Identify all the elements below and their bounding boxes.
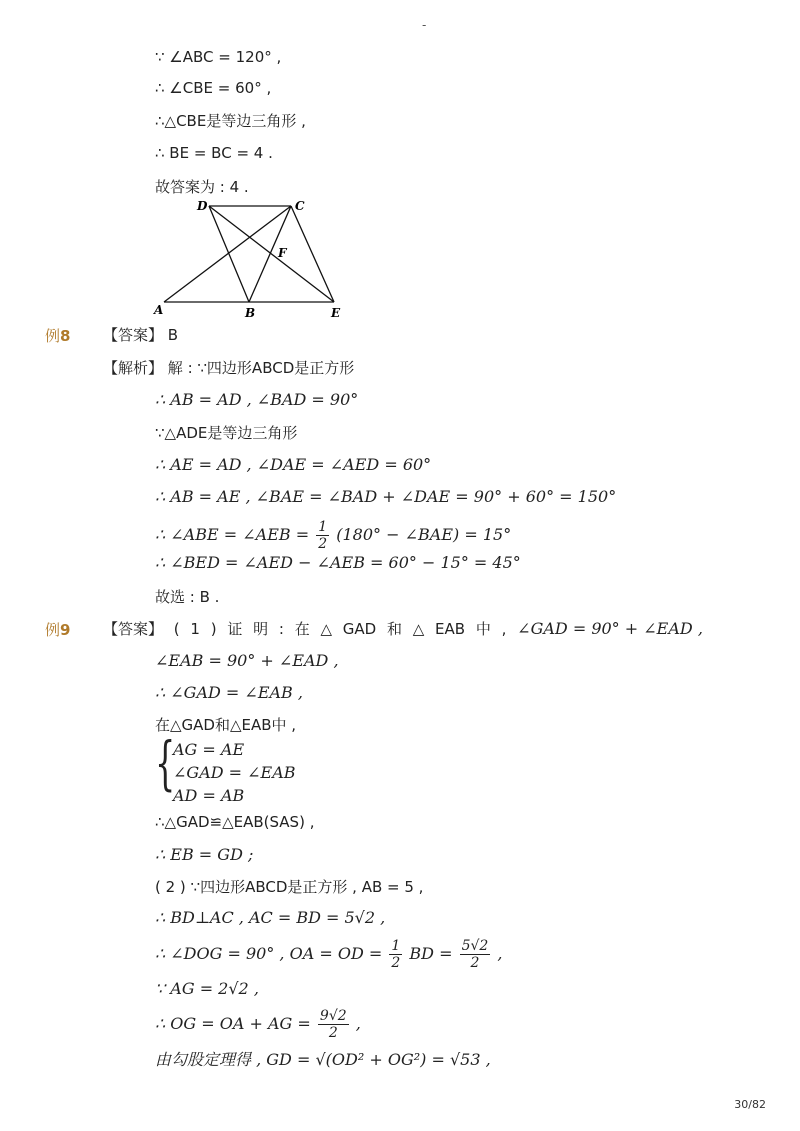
analysis-step: ∴ AB = AD , ∠BAD = 90° — [155, 390, 359, 409]
fraction-numerator: 9√2 — [319, 1008, 347, 1024]
answer-line — [103, 325, 178, 345]
proof-step: ∠EAB = 90° + ∠EAD , — [155, 651, 339, 670]
fraction-denominator: 2 — [328, 1025, 338, 1041]
proof-step: ∴ BD⊥AC , AC = BD = 5√2 , — [155, 908, 386, 927]
example-word: 例 — [45, 621, 61, 639]
answer-tag: 【答案】 — [103, 326, 164, 344]
fraction — [460, 938, 491, 971]
solution-line: ∴ BE = BC = 4 . — [155, 144, 273, 162]
analysis-step — [155, 517, 511, 553]
answer-value: B — [167, 326, 179, 344]
proof-intro: ( 1 ) 证 明 : 在 △ GAD 和 △ EAB 中 , — [173, 620, 507, 638]
point-label-e: E — [331, 306, 341, 320]
example-word: 例 — [45, 327, 61, 345]
analysis-step: ∴ AE = AD , ∠DAE = ∠AED = 60° — [155, 455, 432, 474]
fraction-numerator: 1 — [391, 938, 401, 954]
fraction — [318, 1008, 349, 1041]
analysis-step: 故选 : B . — [155, 588, 220, 606]
step-text: ∴ OG = OA + AG = — [155, 1014, 311, 1033]
fraction-numerator: 1 — [318, 519, 328, 535]
system-row: AG = AE — [173, 740, 245, 759]
step-text: (180° − ∠BAE) = 15° — [336, 525, 512, 544]
step-text: ∴ ∠ABE = ∠AEB = — [155, 525, 310, 544]
fraction — [389, 938, 402, 971]
proof-intro-math: ∠GAD = 90° + ∠EAD , — [517, 619, 703, 638]
example-number: 8 — [60, 327, 71, 345]
point-label-b: B — [245, 306, 256, 320]
proof-step — [155, 1005, 361, 1043]
geometry-figure — [150, 195, 360, 325]
proof-step: ∴△GAD≌△EAB(SAS) , — [155, 813, 315, 831]
analysis-step: ∴ AB = AE , ∠BAE = ∠BAD + ∠DAE = 90° + 60° = 150° — [155, 487, 617, 506]
solution-line: ∴ ∠CBE = 60° , — [155, 79, 272, 97]
proof-step — [155, 935, 503, 973]
proof-step: ∴ ∠GAD = ∠EAB , — [155, 683, 303, 702]
point-label-d: D — [197, 199, 208, 213]
fraction-denominator: 2 — [470, 955, 480, 971]
point-label-f: F — [278, 246, 287, 260]
answer-tag: 【答案】 — [103, 620, 164, 638]
fraction-numerator: 5√2 — [461, 938, 489, 954]
analysis-tag: 【解析】 — [103, 359, 164, 377]
page-number: 30/82 — [734, 1098, 766, 1111]
system-row: ∠GAD = ∠EAB — [173, 763, 296, 782]
example-number: 9 — [60, 621, 71, 639]
solution-line: 故答案为 : 4 . — [155, 178, 249, 196]
system-row: AD = AB — [173, 786, 245, 805]
analysis-line — [103, 358, 354, 378]
proof-step: ∵ AG = 2√2 , — [155, 979, 259, 998]
fraction-denominator: 2 — [318, 536, 328, 552]
proof-step: ( 2 ) ∵四边形ABCD是正方形 , AB = 5 , — [155, 878, 424, 896]
proof-step: 由勾股定理得 , GD = √(OD² + OG²) = √53 , — [155, 1050, 491, 1069]
fraction-denominator: 2 — [391, 955, 401, 971]
step-text: ∴ ∠DOG = 90° , OA = OD = — [155, 944, 383, 963]
example-9-label — [45, 619, 70, 640]
point-label-a: A — [154, 303, 164, 317]
proof-step: ∴ EB = GD ; — [155, 845, 254, 864]
step-text: BD = — [409, 944, 453, 963]
proof-step: 在△GAD和△EAB中 , — [155, 716, 297, 734]
solution-line: ∴△CBE是等边三角形 , — [155, 112, 306, 130]
step-text: , — [355, 1014, 361, 1033]
analysis-step: ∵△ADE是等边三角形 — [155, 424, 298, 442]
solution-line: ∵ ∠ABC = 120° , — [155, 48, 282, 66]
analysis-head: 解 : ∵四边形ABCD是正方形 — [167, 359, 355, 377]
brace-icon: { — [155, 729, 176, 797]
header-mark: - — [422, 18, 427, 32]
analysis-step: ∴ ∠BED = ∠AED − ∠AEB = 60° − 15° = 45° — [155, 553, 521, 572]
step-text: , — [497, 944, 503, 963]
example-8-label — [45, 325, 70, 346]
answer-line — [103, 619, 703, 639]
point-label-c: C — [295, 199, 305, 213]
equation-system — [155, 729, 355, 808]
fraction — [316, 519, 329, 552]
